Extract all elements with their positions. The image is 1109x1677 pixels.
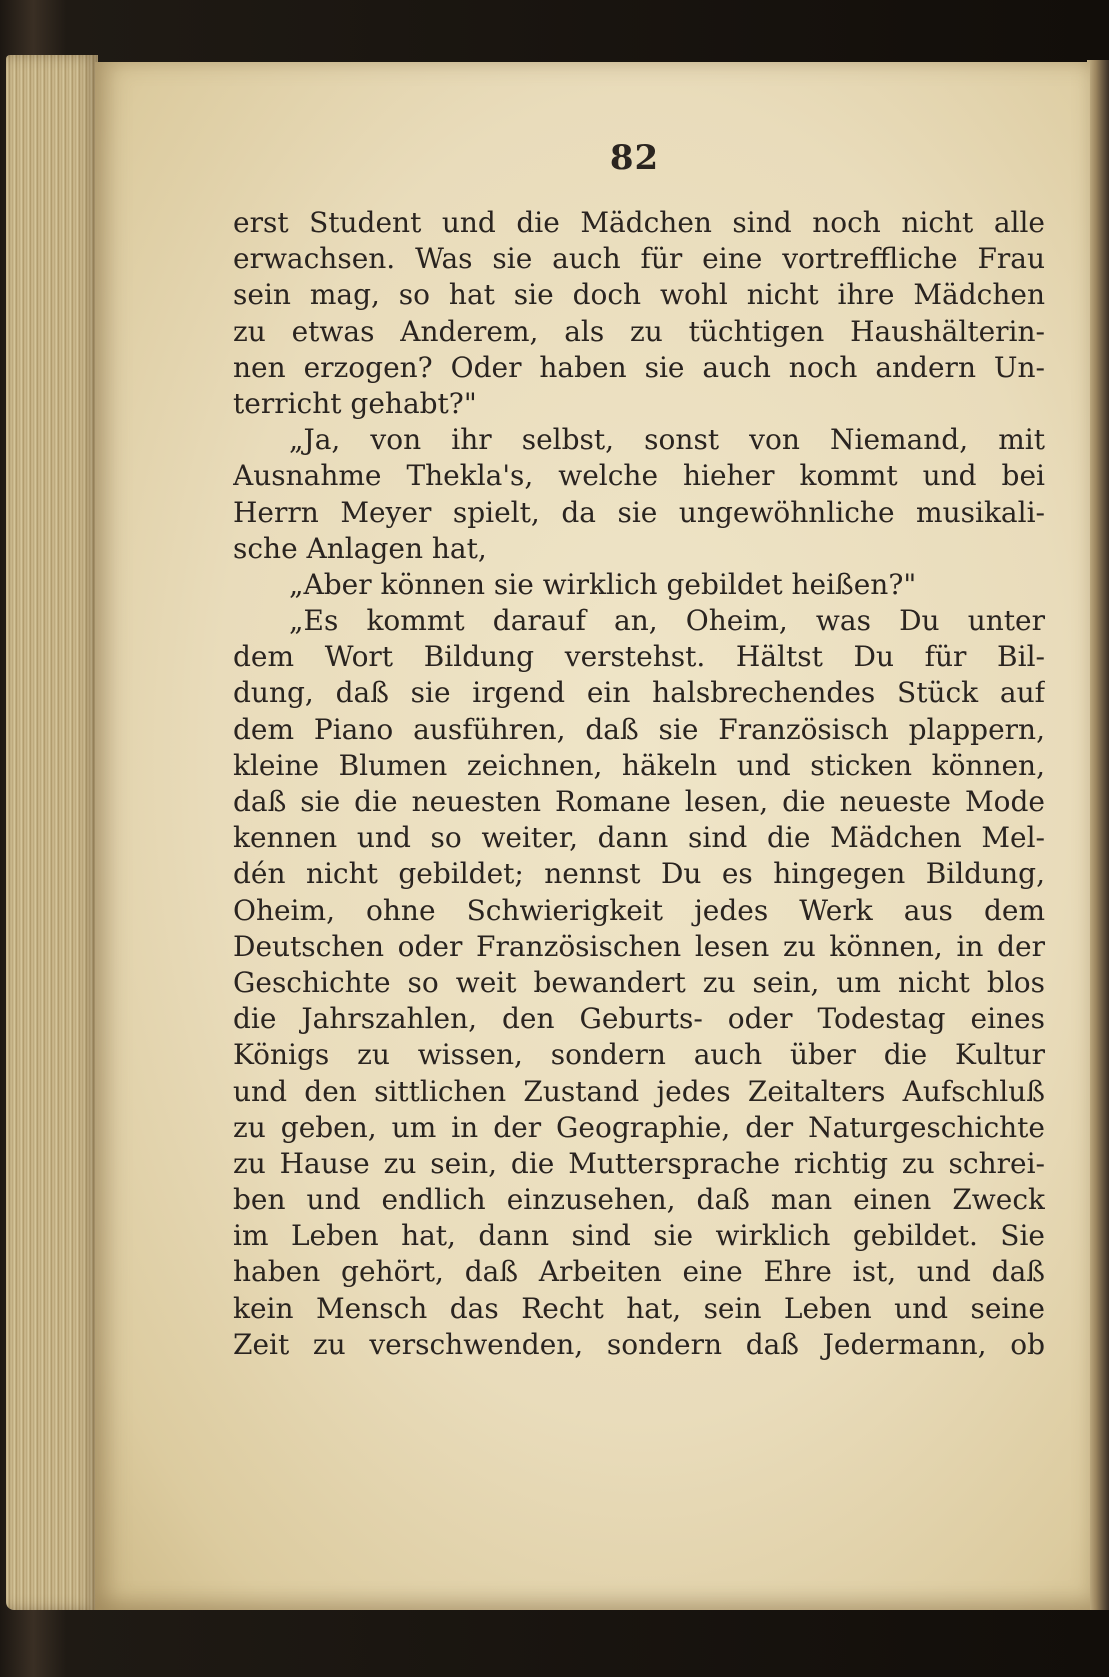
text-line: nen erzogen? Oder haben sie auch noch andern Un-	[233, 350, 1045, 384]
text-line: „Ja, von ihr selbst, sonst von Niemand, mit	[289, 423, 1045, 457]
text-line: kennen und so weiter, dann sind die Mädchen Mel-	[233, 821, 1045, 855]
text-line: zu geben, um in der Geographie, der Naturgeschichte	[233, 1110, 1045, 1144]
text-line: dem Wort Bildung verstehst. Hältst Du für Bil-	[233, 640, 1045, 674]
text-line: Ausnahme Thekla's, welche hieher kommt und bei	[233, 459, 1045, 493]
text-line: haben gehört, daß Arbeiten eine Ehre ist, und daß	[233, 1255, 1045, 1289]
text-line: Geschichte so weit bewandert zu sein, um nicht blos	[233, 965, 1045, 999]
text-line: terricht gehabt?"	[233, 386, 477, 420]
text-line: dung, daß sie irgend ein halsbrechendes Stück auf	[233, 676, 1045, 710]
text-line: dén nicht gebildet; nennst Du es hingegen Bildung,	[233, 857, 1045, 891]
text-line: ben und endlich einzusehen, daß man einen Zweck	[233, 1183, 1045, 1217]
page-edges-left	[6, 55, 98, 1610]
text-line: Zeit zu verschwenden, sondern daß Jedermann, ob	[233, 1327, 1045, 1361]
text-line: zu Hause zu sein, die Muttersprache richtig zu schrei-	[233, 1146, 1045, 1180]
text-line: sche Anlagen hat,	[233, 531, 487, 565]
text-line: „Es kommt darauf an, Oheim, was Du unter	[289, 604, 1045, 638]
text-line: erwachsen. Was sie auch für eine vortreffliche Frau	[233, 242, 1045, 276]
body-text	[233, 205, 1045, 1363]
text-line: kleine Blumen zeichnen, häkeln und sticken können,	[233, 748, 1045, 782]
page-edges-right	[1087, 60, 1109, 1610]
text-line: Königs zu wissen, sondern auch über die Kultur	[233, 1038, 1045, 1072]
text-line: und den sittlichen Zustand jedes Zeitalters Aufschluß	[233, 1074, 1045, 1108]
text-line: Oheim, ohne Schwierigkeit jedes Werk aus dem	[233, 893, 1045, 927]
page-number: 82	[609, 138, 660, 178]
text-line: Deutschen oder Französischen lesen zu können, in der	[233, 929, 1045, 963]
text-line: dem Piano ausführen, daß sie Französisch plappern,	[233, 712, 1045, 746]
text-line: erst Student und die Mädchen sind noch nicht alle	[233, 206, 1045, 239]
text-line: daß sie die neuesten Romane lesen, die neueste Mode	[233, 785, 1045, 818]
text-line: zu etwas Anderem, als zu tüchtigen Haushälterin-	[233, 314, 1045, 348]
text-line: Herrn Meyer spielt, da sie ungewöhnliche musikali-	[233, 495, 1045, 529]
text-line: im Leben hat, dann sind sie wirklich gebildet. Sie	[233, 1219, 1045, 1253]
text-line: die Jahrszahlen, den Geburts- oder Todestag eines	[233, 1002, 1045, 1036]
text-line: sein mag, so hat sie doch wohl nicht ihre Mädchen	[233, 278, 1045, 312]
text-line: „Aber können sie wirklich gebildet heißen?"	[289, 567, 917, 601]
text-line: kein Mensch das Recht hat, sein Leben und seine	[233, 1291, 1045, 1325]
